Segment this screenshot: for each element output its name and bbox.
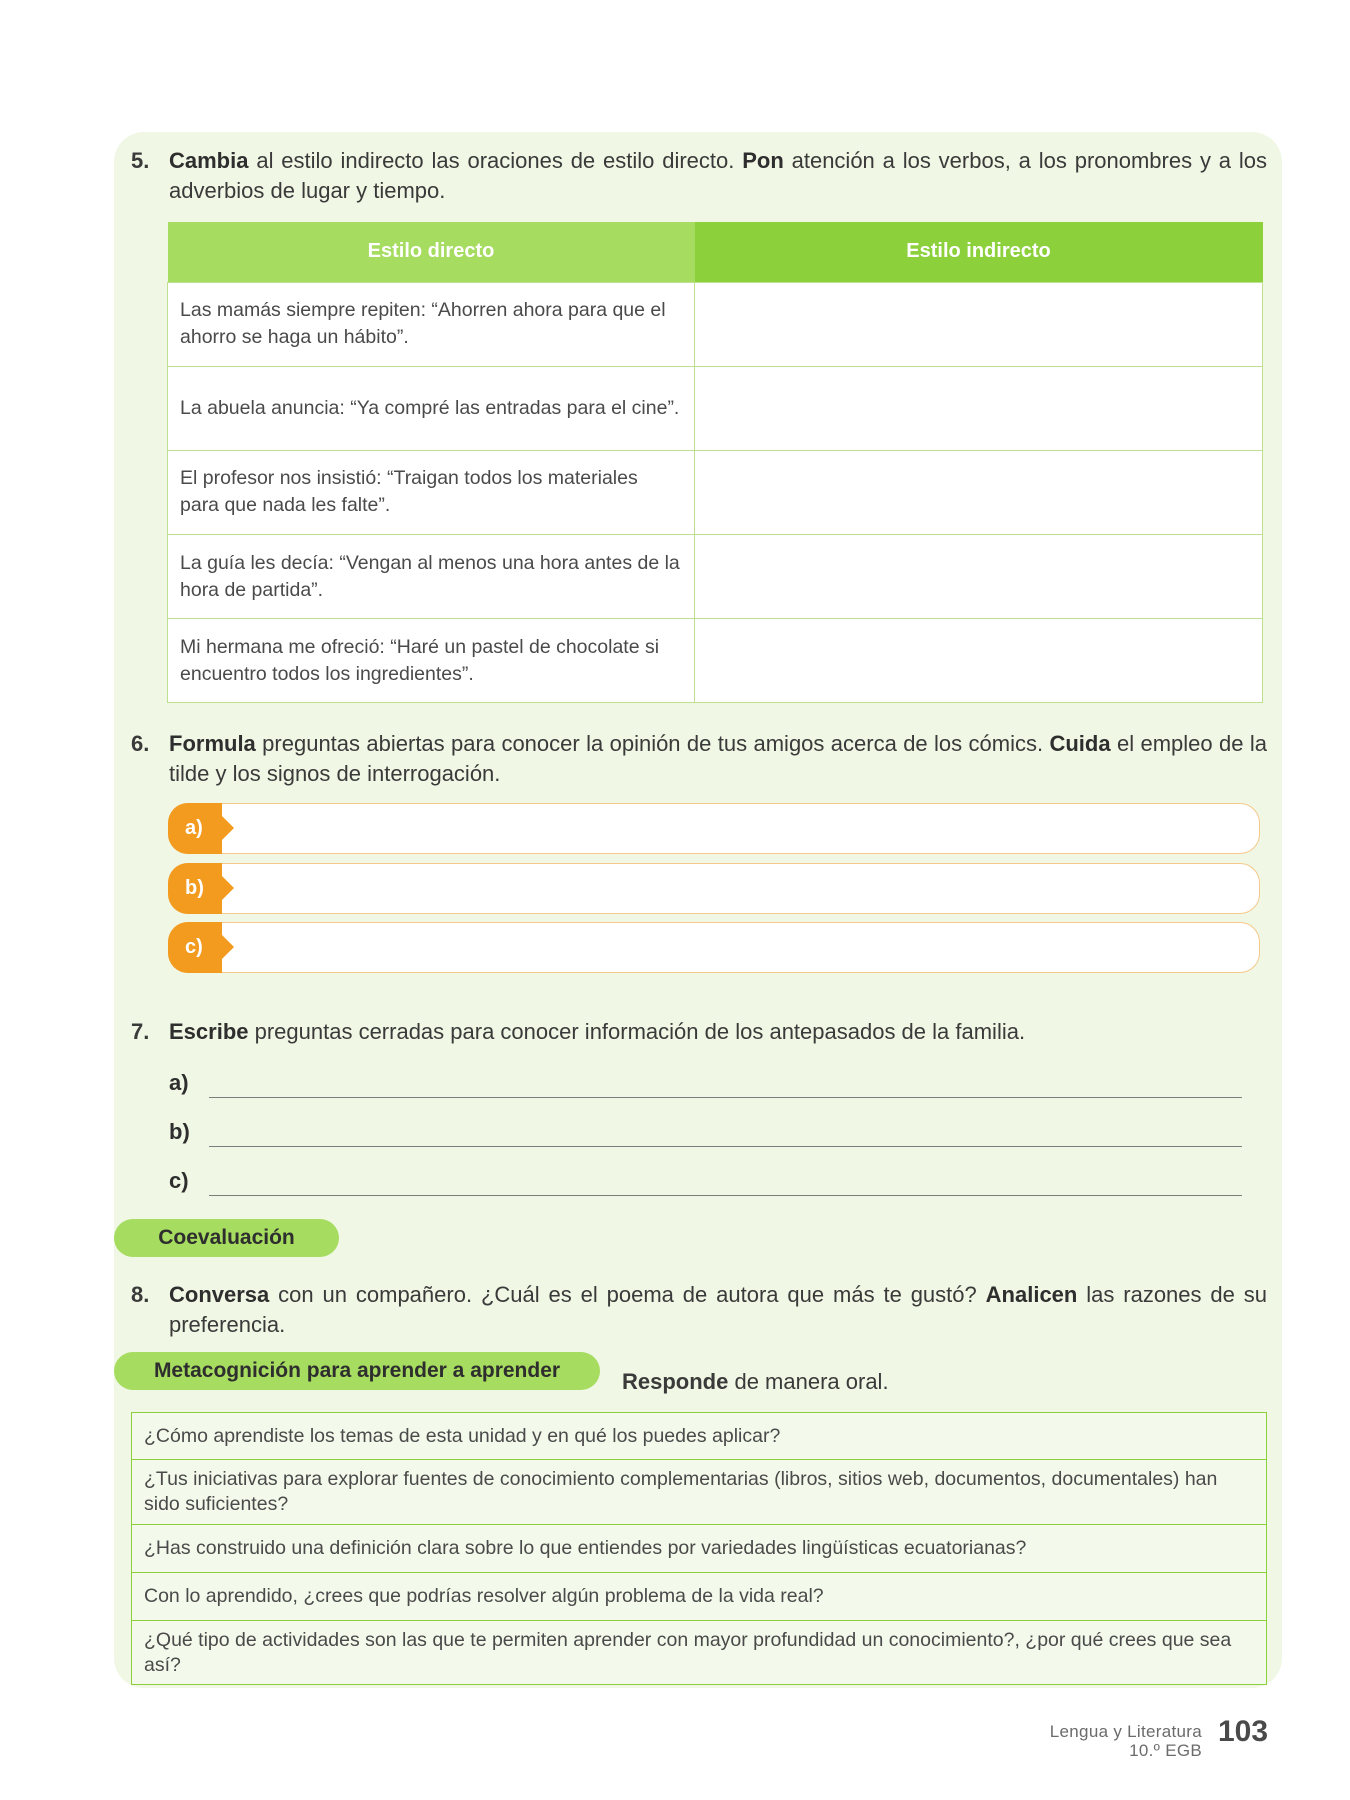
footer-subject <box>1050 1722 1202 1760</box>
exercise-instruction: Conversa con un compañero. ¿Cuál es el poema de autora que más te gustó? Analicen las razones de su preferencia. <box>169 1282 1268 1337</box>
exercise-number: 6. <box>131 731 150 756</box>
indirect-answer-cell[interactable] <box>695 366 1263 450</box>
option-label: b) <box>168 863 222 914</box>
metacognicion-badge: Metacognición para aprender a aprender <box>114 1352 600 1390</box>
coevaluacion-badge: Coevaluación <box>114 1219 339 1257</box>
answer-line-a[interactable] <box>169 1068 1242 1098</box>
indirect-answer-cell[interactable] <box>695 535 1263 619</box>
question-cell: ¿Qué tipo de actividades son las que te permiten aprender con mayor profundidad un conocimiento?, ¿por qué crees que sea así? <box>132 1621 1267 1685</box>
table-row <box>168 282 1263 366</box>
header-indirect-style: Estilo indirecto <box>695 222 1263 282</box>
metacognicion-questions-table <box>131 1412 1267 1685</box>
exercise-instruction: Cambia al estilo indirecto las oraciones de estilo directo. Pon atención a los verbos, a los pronombres y a los adverbios de lugar y tiempo. <box>169 148 1267 203</box>
question-cell: ¿Tus iniciativas para explorar fuentes de conocimiento complementarias (libros, sitios web, documentos, documentales) han sido suficientes? <box>132 1460 1267 1525</box>
option-label: b) <box>169 1119 190 1144</box>
exercise-5 <box>131 146 1267 206</box>
exercise-8 <box>131 1280 1267 1340</box>
grade-level: 10.º EGB <box>1129 1741 1202 1760</box>
exercise-instruction: Escribe preguntas cerradas para conocer información de los antepasados de la familia. <box>169 1019 1026 1044</box>
exercise-number: 5. <box>131 148 150 173</box>
table-row <box>168 366 1263 450</box>
indirect-answer-cell[interactable] <box>695 450 1263 534</box>
option-label: a) <box>169 1070 189 1095</box>
answer-field-c[interactable] <box>168 922 1260 973</box>
direct-sentence: El profesor nos insistió: “Traigan todos los materiales para que nada les falte”. <box>168 450 695 534</box>
question-cell: ¿Has construido una definición clara sobre lo que entiendes por variedades lingüísticas ecuatorianas? <box>132 1525 1267 1573</box>
indirect-answer-cell[interactable] <box>695 282 1263 366</box>
answer-field-a[interactable] <box>168 803 1260 854</box>
direct-sentence: Mi hermana me ofreció: “Haré un pastel de chocolate si encuentro todos los ingredientes”. <box>168 619 695 703</box>
table-row <box>132 1525 1267 1573</box>
subject-name: Lengua y Literatura <box>1049 1722 1202 1741</box>
metacognicion-instruction: Responde de manera oral. <box>622 1369 889 1394</box>
table-row <box>132 1413 1267 1460</box>
answer-line-c[interactable] <box>169 1166 1242 1196</box>
exercise-number: 7. <box>131 1019 150 1044</box>
table-row <box>132 1573 1267 1621</box>
table-row <box>168 619 1263 703</box>
option-label: c) <box>168 922 222 973</box>
indirect-answer-cell[interactable] <box>695 619 1263 703</box>
option-label: c) <box>169 1168 189 1193</box>
option-label: a) <box>168 803 222 854</box>
header-direct-style: Estilo directo <box>168 222 695 282</box>
answer-field-b[interactable] <box>168 863 1260 914</box>
exercise-6 <box>131 729 1267 789</box>
exercise-number: 8. <box>131 1282 150 1307</box>
direct-indirect-table <box>167 222 1263 703</box>
table-row <box>132 1621 1267 1685</box>
question-cell: ¿Cómo aprendiste los temas de esta unidad y en qué los puedes aplicar? <box>132 1413 1267 1460</box>
table-row <box>168 450 1263 534</box>
table-row <box>132 1460 1267 1525</box>
answer-line-b[interactable] <box>169 1117 1242 1147</box>
direct-sentence: La guía les decía: “Vengan al menos una hora antes de la hora de partida”. <box>168 535 695 619</box>
question-cell: Con lo aprendido, ¿crees que podrías resolver algún problema de la vida real? <box>132 1573 1267 1621</box>
direct-sentence: Las mamás siempre repiten: “Ahorren ahora para que el ahorro se haga un hábito”. <box>168 282 695 366</box>
table-row <box>168 535 1263 619</box>
direct-sentence: La abuela anuncia: “Ya compré las entradas para el cine”. <box>168 366 695 450</box>
page-number: 103 <box>1218 1715 1269 1748</box>
exercise-7 <box>131 1017 1267 1047</box>
exercise-instruction: Formula preguntas abiertas para conocer la opinión de tus amigos acerca de los cómics. Cuida el empleo de la tilde y los signos de interrogación. <box>169 731 1267 786</box>
